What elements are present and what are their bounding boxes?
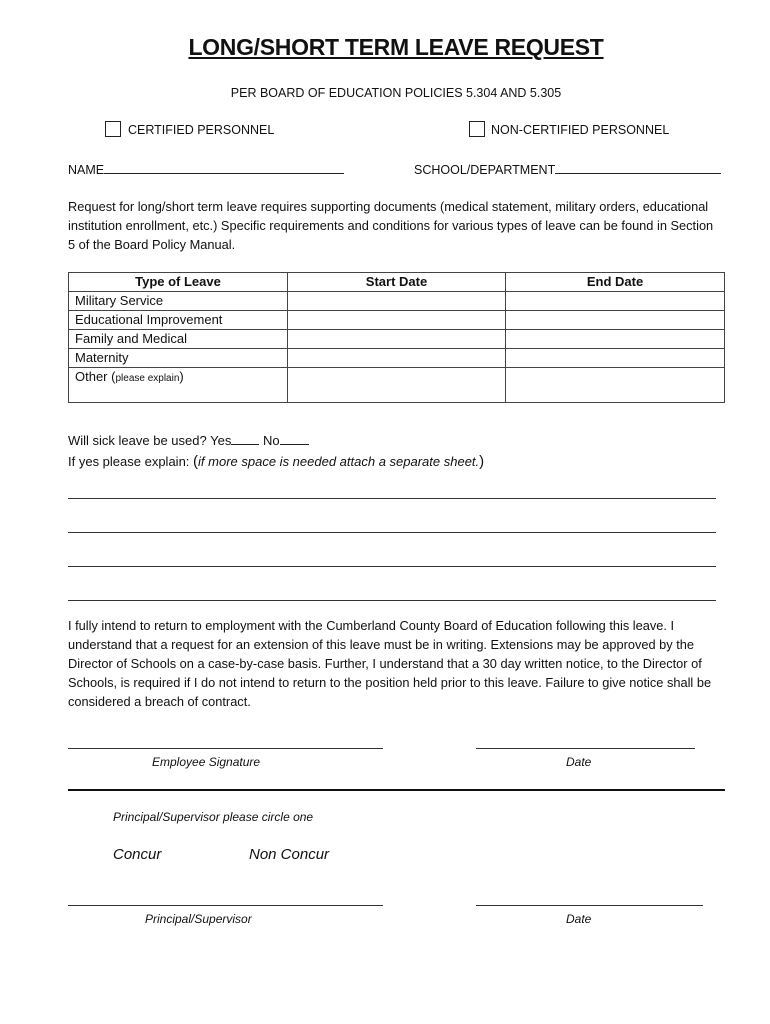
table-row	[69, 349, 725, 368]
start-date-cell[interactable]	[288, 368, 506, 403]
leave-type-military: Military Service	[69, 292, 288, 311]
explain-line-4[interactable]	[68, 600, 716, 601]
start-date-cell[interactable]	[288, 292, 506, 311]
principal-signature-line[interactable]	[68, 905, 383, 906]
table-header-row	[69, 273, 725, 292]
explain-line-3[interactable]	[68, 566, 716, 567]
concur-option[interactable]: Concur	[113, 846, 162, 863]
end-date-cell[interactable]	[506, 330, 725, 349]
employee-signature-label: Employee Signature	[152, 755, 261, 769]
table-row	[69, 292, 725, 311]
other-note: please explain	[115, 373, 180, 384]
non-certified-checkbox[interactable]	[469, 121, 485, 137]
sick-no-line[interactable]	[280, 432, 309, 445]
start-date-cell[interactable]	[288, 349, 506, 368]
leave-type-education: Educational Improvement	[69, 311, 288, 330]
explain-note: if more space is needed attach a separate sheet.	[198, 454, 480, 469]
employee-date-line[interactable]	[476, 748, 695, 749]
header-end: End Date	[506, 273, 725, 292]
return-statement: I fully intend to return to employment with the Cumberland County Board of Education following this leave. I understand that a request for an extension of this leave must be in writing. Extensions may be approved by the Director of Schools on a case-by-case basis. Further, I understand that a 30 day written notice, to the Director of Schools, is required if I do not intend to return to the position held prior to this leave. Failure to give notice shall be considered a breach of contract.	[68, 618, 712, 709]
sick-leave-question	[68, 432, 309, 448]
sick-yes-line[interactable]	[231, 432, 259, 445]
other-close: )	[179, 369, 184, 384]
principal-signature-label: Principal/Supervisor	[145, 912, 252, 926]
explain-prompt: If yes please explain: (if more space is needed attach a separate sheet.)	[68, 453, 485, 470]
other-label: Other (	[75, 369, 116, 384]
end-date-cell[interactable]	[506, 349, 725, 368]
header-start: Start Date	[288, 273, 506, 292]
explain-line-2[interactable]	[68, 532, 716, 533]
table-row	[69, 368, 725, 403]
form-title: LONG/SHORT TERM LEAVE REQUEST	[188, 34, 604, 60]
end-date-cell[interactable]	[506, 368, 725, 403]
sick-no-label: No	[262, 433, 280, 448]
name-field[interactable]	[68, 161, 344, 177]
start-date-cell[interactable]	[288, 330, 506, 349]
school-line[interactable]	[555, 161, 721, 174]
explain-label: If yes please explain:	[68, 454, 194, 469]
school-field[interactable]	[414, 161, 721, 177]
name-label: NAME	[68, 163, 105, 177]
end-date-cell[interactable]	[506, 311, 725, 330]
employee-date-label: Date	[566, 755, 592, 769]
leave-table	[68, 272, 725, 403]
leave-type-maternity: Maternity	[69, 349, 288, 368]
principal-date-label: Date	[566, 912, 592, 926]
non-certified-label: NON-CERTIFIED PERSONNEL	[491, 123, 670, 137]
non-concur-option[interactable]: Non Concur	[249, 846, 330, 863]
employee-signature-line[interactable]	[68, 748, 383, 749]
certified-checkbox[interactable]	[105, 121, 121, 137]
table-row	[69, 330, 725, 349]
start-date-cell[interactable]	[288, 311, 506, 330]
intro-paragraph: Request for long/short term leave requires supporting documents (medical statement, military orders, educational institution enrollment, etc.) Specific requirements and conditions for various types of leave can be found in Section 5 of the Board Policy Manual.	[68, 199, 714, 252]
section-divider	[68, 789, 725, 791]
principal-date-line[interactable]	[476, 905, 703, 906]
leave-type-other	[69, 368, 288, 403]
name-line[interactable]	[104, 161, 344, 174]
end-date-cell[interactable]	[506, 292, 725, 311]
school-label: SCHOOL/DEPARTMENT	[414, 163, 556, 177]
table-row	[69, 311, 725, 330]
header-type: Type of Leave	[69, 273, 288, 292]
leave-type-family-medical: Family and Medical	[69, 330, 288, 349]
circle-prompt: Principal/Supervisor please circle one	[113, 810, 314, 824]
sick-question-label: Will sick leave be used? Yes	[68, 433, 232, 448]
explain-line-1[interactable]	[68, 498, 716, 499]
certified-label: CERTIFIED PERSONNEL	[128, 123, 275, 137]
form-subtitle: PER BOARD OF EDUCATION POLICIES 5.304 AND 5.305	[230, 86, 562, 100]
